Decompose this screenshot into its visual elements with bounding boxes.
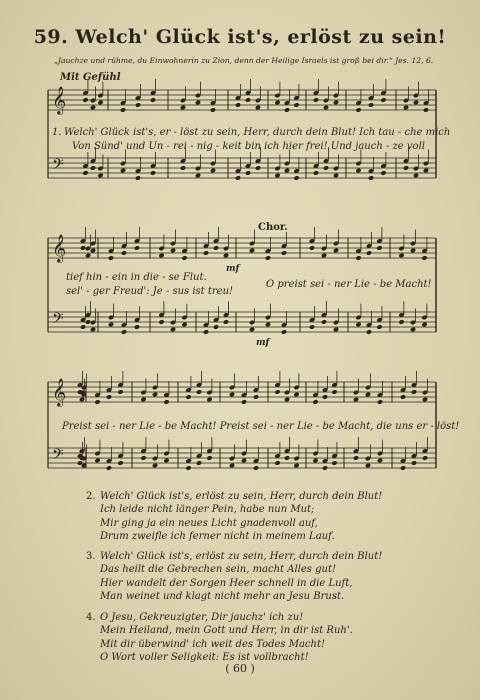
dynamic-mf-bass: mf (256, 338, 270, 348)
verse-line: Welch' Glück ist's, erlöst zu sein, Herr, durch dein Blut! (100, 551, 383, 562)
verse-4 (86, 611, 353, 664)
verse-line: Mir ging ja ein neues Licht gnadenvoll auf, (100, 517, 318, 529)
verse-line: Das heilt die Gebrechen sein, macht Alles gut! (100, 564, 336, 576)
chorus-label: Chor. (258, 222, 288, 233)
hymn-title: 59. Welch' Glück ist's, erlöst zu sein! (33, 26, 447, 48)
bible-quote: „Jauchze und rühme, du Einwohnerin zu Zion, denn der Heilige Israels ist groß bei dir.“ Jes. 12, 6. (54, 56, 434, 65)
verse-line: O Jesu, Gekreuzigter, Dir jauchz' ich zu! (100, 612, 304, 623)
verse-line: Hier wandelt der Sorgen Heer schnell in die Luft, (100, 577, 353, 589)
verse-2 (86, 490, 383, 543)
verse-3 (86, 550, 383, 603)
tempo-marking: Mit Gefühl (60, 72, 121, 83)
verse-line: Man weinet und klagt nicht mehr an Jesu Brust. (100, 590, 345, 602)
clefs (52, 86, 66, 467)
verse-line: Ich leide nicht länger Pein, habe nun Mut; (100, 504, 315, 516)
verse-number-1: 1. (52, 127, 62, 138)
system2-lyrics-verse1: tief hin - ein in die - se Flut. (66, 272, 207, 283)
svg-text:𝄢: 𝄢 (52, 446, 64, 467)
svg-text:𝄢: 𝄢 (52, 310, 64, 331)
system3-lyrics: Preist sei - ner Lie - be Macht! Preist sei - ner Lie - be Macht, die uns er - löst! (62, 421, 460, 432)
verse-number: 4. (86, 612, 96, 623)
verse-number: 2. (86, 491, 96, 502)
svg-text:𝄢: 𝄢 (52, 156, 64, 177)
page-number: ( 60 ) (225, 662, 255, 675)
svg-text:𝄞: 𝄞 (52, 86, 67, 114)
svg-text:𝄞: 𝄞 (52, 234, 67, 262)
svg-text:𝄞: 𝄞 (52, 378, 67, 406)
verse-line: Drum zweifle ich ferner nicht in meinem Lauf. (100, 530, 335, 542)
verse-number: 3. (86, 551, 96, 562)
system1-lyrics-verse1: Welch' Glück ist's, er - löst zu sein, Herr, durch dein Blut! Ich tau - che mich (64, 127, 451, 138)
verse-line: Welch' Glück ist's, erlöst zu sein, Herr, durch dein Blut! (100, 491, 383, 502)
verse-line: Mein Heiland, mein Gott und Herr, in dir ist Ruh'. (100, 625, 353, 637)
dynamic-mf: mf (226, 264, 240, 274)
system1-lyrics-verse2: Von Sünd' und Un - rei - nig - keit bin ich hier frei! Und jauch - ze voll (72, 141, 425, 152)
verse-line: O Wort voller Seligkeit: Es ist vollbracht! (100, 651, 309, 663)
verse-line: Mit dir überwind' ich weit des Todes Macht! (100, 638, 326, 650)
chorus-lyrics-start: O preist sei - ner Lie - be Macht! (266, 279, 432, 290)
system2-lyrics-verse2: sel' - ger Freud': Je - sus ist treu! (66, 286, 234, 297)
